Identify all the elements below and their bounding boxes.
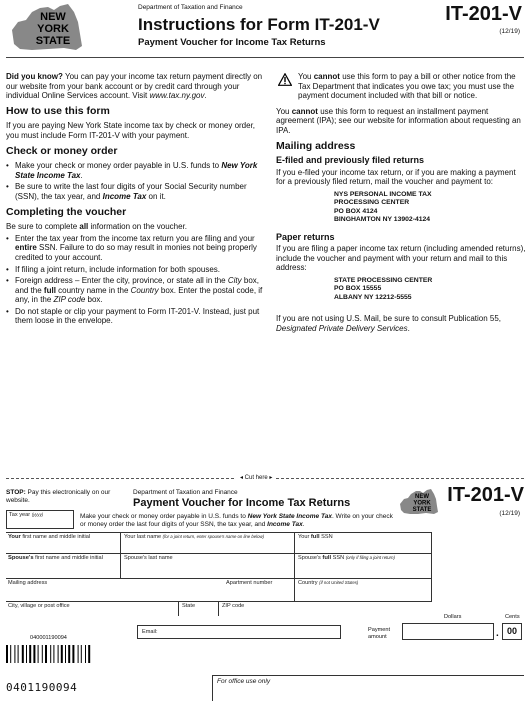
your-last-name-field[interactable]: Your last name (for a joint return, enter spouse's name on line below) [124, 534, 265, 540]
voucher-form-grid [6, 532, 432, 616]
state-field[interactable]: State [182, 603, 196, 609]
payment-dollars-field[interactable] [402, 623, 494, 640]
form-code: IT-201-V [445, 3, 522, 25]
city-field[interactable]: City, village or post office [8, 603, 70, 609]
payment-amount-label: Payment amount [368, 627, 391, 640]
voucher-instructions: Make your check or money order payable in U.S. funds to New York State Income Tax. Write on your check or money order the last four digits of your SSN, the tax year, and Income Tax. [80, 513, 393, 528]
barcode-bar [50, 645, 51, 663]
svg-text:NEW: NEW [40, 11, 66, 23]
barcode [6, 645, 118, 663]
page-title: Instructions for Form IT-201-V [138, 15, 380, 34]
svg-text:NEW: NEW [415, 494, 429, 500]
svg-text:YORK: YORK [413, 500, 431, 507]
spouse-last-name-field[interactable]: Spouse's last name [124, 555, 173, 561]
us-mail-note: If you are not using U.S. Mail, be sure to consult Publication 55, Designated Private Delivery Services. [276, 314, 502, 333]
list-item: • If filing a joint return, include information for both spouses. [6, 265, 264, 275]
paper-returns-text: If you are filing a paper income tax return (including amended returns), include the voucher and payment with your return and mail to this address: [276, 244, 526, 273]
ipa-paragraph: You cannot use this form to request an installment payment agreement (IPA); see our website for information about requesting an IPA. [276, 106, 521, 135]
warning-icon [278, 73, 292, 86]
barcode-bar [10, 645, 11, 663]
barcode-bar [68, 645, 70, 663]
mailing-address-heading: Mailing address [276, 139, 356, 152]
stop-notice: STOP: Pay this electronically on our website. [6, 489, 111, 504]
svg-text:STATE: STATE [412, 507, 432, 513]
ocr-number: 0401190094 [6, 681, 78, 694]
voucher-form-code: IT-201-V [447, 484, 524, 506]
your-first-name-field[interactable]: Your first name and middle initial [8, 534, 91, 540]
list-item: • Make your check or money order payable in U.S. funds to New York State Income Tax. [6, 161, 264, 180]
barcode-bar [14, 645, 15, 663]
completing-intro: Be sure to complete all information on the voucher. [6, 222, 188, 232]
barcode-bar [26, 645, 27, 663]
paper-returns-heading: Paper returns [276, 231, 335, 242]
list-item: • Do not staple or clip your payment to Form IT-201-V. Instead, just put them loose in the envelope. [6, 307, 264, 326]
barcode-bar [6, 645, 8, 663]
barcode-bar [38, 645, 39, 663]
department-name: Department of Taxation and Finance [138, 4, 243, 11]
website-link[interactable]: www.tax.ny.gov [149, 91, 205, 101]
barcode-bar [88, 645, 90, 663]
efiled-heading: E-filed and previously filed returns [276, 155, 425, 166]
list-item: • Be sure to write the last four digits of your Social Security number (SSN), the tax year, and Income Tax on it. [6, 182, 264, 201]
page-subtitle: Payment Voucher for Income Tax Returns [138, 37, 326, 48]
header-divider [6, 57, 524, 58]
voucher-nys-logo [398, 488, 440, 518]
list-item: • Foreign address – Enter the city, province, or state all in the City box, and the full country name in the Country box. Enter the postal code, if any, in the ZIP code box. [6, 276, 264, 305]
barcode-bar [72, 645, 74, 663]
barcode-bar [65, 645, 66, 663]
completing-voucher-list [6, 234, 264, 326]
barcode-bar [22, 645, 24, 663]
efiled-text: If you e-filed your income tax return, or if you are making a payment for a previously filed return, mail the voucher and payment to: [276, 167, 516, 187]
paper-returns-address: STATE PROCESSING CENTER PO BOX 15555 ALBANY NY 12212-5555 [334, 276, 433, 301]
spouse-first-name-field[interactable]: Spouse's first name and middle initial [8, 555, 103, 561]
barcode-bar [81, 645, 82, 663]
how-to-use-heading: How to use this form [6, 104, 110, 117]
did-you-know-paragraph: Did you know? You can pay your income tax return payment directly on our website from your bank account or by credit card through your individual Online Services account. Visit www.tax.ny.gov. [6, 72, 263, 101]
barcode-bar [18, 645, 19, 663]
how-to-use-text: If you are paying New York State income tax by check or money order, you must include Form IT-201-V with your payment. [6, 121, 256, 140]
barcode-bar [58, 645, 59, 663]
email-field[interactable]: Email: [137, 625, 341, 639]
nys-logo [8, 2, 88, 58]
voucher-department: Department of Taxation and Finance [133, 489, 238, 496]
cut-here-label: ◂ Cut here ▸ [236, 474, 276, 481]
completing-voucher-heading: Completing the voucher [6, 205, 127, 218]
your-ssn-field[interactable]: Your full SSN [298, 534, 333, 540]
tax-year-field[interactable]: Tax year (yyyy) [6, 510, 74, 529]
barcode-bar [45, 645, 47, 663]
svg-text:YORK: YORK [37, 23, 69, 35]
barcode-bar [53, 645, 54, 663]
efiled-address: NYS PERSONAL INCOME TAX PROCESSING CENTER PO BOX 4124 BINGHAMTON NY 13902-4124 [334, 190, 432, 224]
barcode-bar [42, 645, 43, 663]
voucher-title: Payment Voucher for Income Tax Returns [133, 497, 351, 509]
decimal-point: . [496, 628, 499, 639]
office-use-area: For office use only [212, 675, 524, 701]
barcode-bar [78, 645, 79, 663]
mailing-address-field[interactable]: Mailing address [8, 580, 48, 586]
zip-code-field[interactable]: ZIP code [222, 603, 245, 609]
barcode-bar [61, 645, 63, 663]
instructions-left-column [6, 72, 264, 332]
barcode-bar [85, 645, 86, 663]
voucher-revision-date: (12/19) [499, 510, 520, 517]
spouse-ssn-field[interactable]: Spouse's full SSN (only if filing a joint return) [298, 555, 395, 561]
check-money-order-list [6, 161, 264, 201]
revision-date: (12/19) [499, 28, 520, 35]
country-field[interactable]: Country (if not United States) [298, 580, 359, 586]
svg-text:STATE: STATE [35, 35, 71, 47]
warning-paragraph: You cannot use this form to pay a bill or other notice from the Tax Department that indicates you owe tax; you must use the payment document included with that bill or notice. [276, 72, 526, 101]
list-item: • Enter the tax year from the income tax return you are filing and your entire SSN. Failure to do so may result in monies not being properly credited to your account. [6, 234, 264, 263]
check-money-order-heading: Check or money order [6, 144, 118, 157]
barcode-bar [33, 645, 35, 663]
dollars-label: Dollars [444, 614, 462, 620]
payment-cents-field[interactable]: 00 [502, 623, 522, 640]
scan-number: 040001190094 [30, 635, 67, 641]
apartment-number-field[interactable]: Apartment number [226, 580, 273, 586]
cents-label: Cents [505, 614, 520, 620]
instructions-right-column [276, 72, 526, 339]
barcode-bar [29, 645, 31, 663]
